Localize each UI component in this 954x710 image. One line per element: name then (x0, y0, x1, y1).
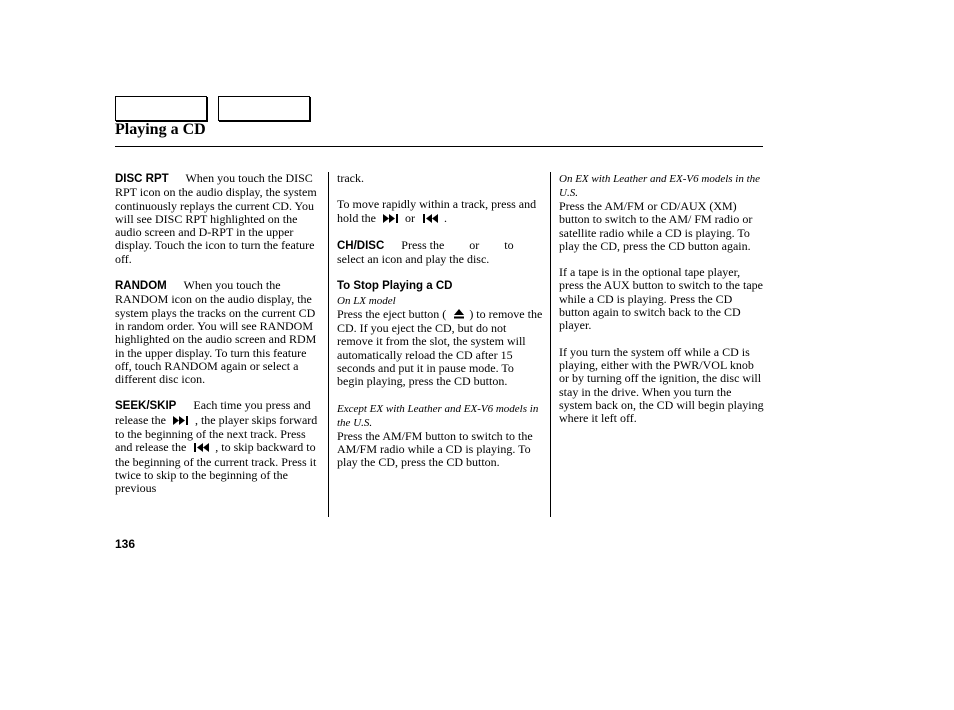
disc-rpt-paragraph (115, 172, 320, 266)
seek-text-b: , the player skips forward to the beginning of the next track. Press and release the (115, 412, 318, 455)
page-number: 136 (115, 537, 136, 551)
seek-text-a: Each time you press and release the (115, 398, 311, 427)
ex-section (559, 172, 765, 253)
chdisc-paragraph (337, 239, 543, 267)
stop-section (337, 279, 543, 388)
random-text: When you touch the RANDOM icon on the audio display, the system plays the tracks on the current CD in random order. You will see RANDOM highlighted on the audio screen and RDM in the upper display. To turn this feature off, touch RANDOM again or select a different disc icon. (115, 278, 317, 387)
random-paragraph (115, 279, 320, 386)
move-text-or: or (405, 210, 415, 225)
eject-text-b: ) to remove the CD. If you eject the CD, but do not remove it from the slot, the system will automatically reload the CD after 15 seconds and put it in pause mode. To begin playing, press the CD button. (337, 306, 543, 389)
except-section (337, 402, 543, 470)
header-tab-1 (115, 96, 207, 121)
seek-skip-label: SEEK/SKIP (115, 400, 177, 413)
move-paragraph (337, 198, 543, 226)
amfm-text: Press the AM/FM button to switch to the AM/FM radio while a CD is playing. To play the CD, press the CD button. (337, 428, 533, 470)
except-model-note: Except EX with Leather and EX-V6 models in the U.S. (337, 402, 539, 429)
chdisc-label: CH/DISC (337, 239, 385, 252)
skip-forward-icon (383, 213, 401, 226)
disc-rpt-label: DISC RPT (115, 173, 169, 185)
system-off-paragraph: If you turn the system off while a CD is playing, either with the PWR/VOL knob or by turning off the ignition, the disc will stay in the drive. When you turn the system back on, the CD will begin playing where it left off. (559, 344, 764, 426)
stop-heading: To Stop Playing a CD (337, 280, 453, 293)
chdisc-text-b: to select an icon and play the disc. (337, 237, 514, 267)
chdisc-text-a: Press the (401, 237, 445, 252)
column-divider-2 (550, 172, 551, 517)
column-3 (559, 172, 765, 438)
ex-model-note: On EX with Leather and EX-V6 models in the U.S. (559, 173, 761, 199)
header-tab-2 (218, 96, 310, 121)
column-2 (337, 172, 543, 482)
move-text-end: . (444, 210, 447, 225)
amfm-cd-text: Press the AM/FM or CD/AUX (XM) button to switch to the AM/ FM radio or satellite radio while a CD is playing. To play the CD, press the CD button again. (559, 199, 753, 253)
disc-rpt-text: When you touch the DISC RPT icon on the audio display, the system continuously replays the current CD. You will see DISC RPT highlighted on the audio screen and D-RPT in the upper display. Touch the icon to turn the feature off. (115, 171, 317, 266)
page-title: Playing a CD (115, 121, 206, 138)
skip-forward-icon (173, 415, 191, 428)
eject-icon (453, 309, 465, 322)
track-continued: track. (337, 171, 364, 185)
skip-back-icon (422, 213, 440, 226)
lx-model-note: On LX model (337, 294, 396, 307)
eject-text-a: Press the eject button ( (337, 306, 447, 321)
seek-text-c: , to skip backward to the beginning of the current track. Press it twice to skip to the beginning of the previous (115, 440, 317, 496)
random-label: RANDOM (115, 280, 167, 293)
title-rule (115, 146, 763, 147)
seek-skip-paragraph (115, 399, 320, 495)
skip-back-icon (193, 442, 211, 455)
column-1 (115, 172, 320, 509)
chdisc-text-or: or (469, 237, 480, 252)
column-divider-1 (328, 172, 329, 517)
move-text-a: To move rapidly within a track, press and hold the (337, 197, 537, 225)
tape-paragraph: If a tape is in the optional tape player, press the AUX button to switch to the tape while a CD is playing. Press the CD button again to switch back to the CD player. (559, 265, 763, 333)
